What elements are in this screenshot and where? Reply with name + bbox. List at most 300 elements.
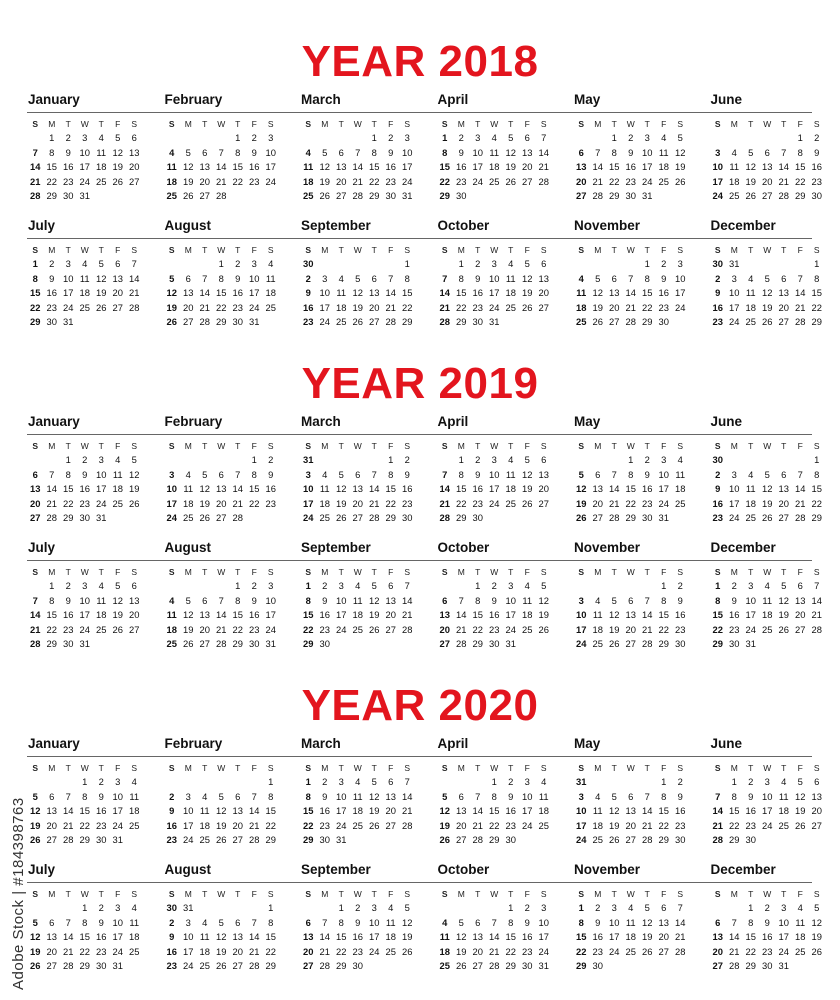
- weekday-label: T: [508, 763, 514, 773]
- day-number: 28: [199, 316, 210, 328]
- weekday-label: S: [813, 567, 820, 577]
- day-number: 7: [731, 916, 737, 928]
- week-row: [300, 820, 420, 834]
- day-number: 12: [30, 931, 41, 943]
- day-number: 25: [303, 190, 314, 202]
- day-number: 13: [232, 931, 243, 943]
- day-number: 20: [336, 175, 347, 187]
- week-row: [164, 805, 284, 819]
- day-number: 3: [748, 580, 754, 591]
- day-number: 3: [185, 790, 191, 802]
- day-number: 29: [369, 190, 380, 202]
- day-number: 29: [336, 960, 347, 972]
- week-row: [573, 512, 693, 526]
- month-name: April: [437, 92, 469, 107]
- day-number: 11: [166, 609, 177, 621]
- day-number: 10: [642, 146, 653, 158]
- day-number: 4: [508, 454, 514, 465]
- day-number: 9: [65, 146, 71, 158]
- day-number: 25: [199, 834, 210, 846]
- day-number: 15: [46, 161, 57, 173]
- day-number: 26: [96, 301, 107, 313]
- day-number: 15: [79, 931, 90, 943]
- day-number: 6: [305, 916, 311, 928]
- week-row: [300, 258, 420, 272]
- day-number: 30: [675, 834, 686, 846]
- weekday-label: S: [305, 245, 312, 255]
- day-number: 31: [576, 776, 587, 787]
- day-number: 29: [30, 316, 41, 328]
- week-row: [300, 302, 420, 316]
- day-number: 26: [112, 623, 123, 635]
- weekday-label: W: [217, 763, 226, 773]
- day-number: 1: [797, 132, 803, 143]
- day-number: 8: [442, 146, 448, 158]
- day-number: 3: [781, 902, 787, 913]
- day-number: 5: [508, 132, 514, 143]
- day-number: 26: [795, 819, 806, 831]
- month-name: October: [437, 218, 490, 233]
- weekday-label: M: [321, 567, 329, 577]
- day-number: 19: [592, 301, 603, 313]
- day-number: 6: [49, 916, 55, 928]
- day-number: 8: [388, 468, 394, 480]
- day-number: 18: [505, 287, 516, 299]
- weekday-label: W: [353, 441, 362, 451]
- day-number: 26: [778, 623, 789, 635]
- week-row: [300, 834, 420, 848]
- month-name: June: [710, 736, 743, 751]
- week-row: [164, 791, 284, 805]
- day-number: 12: [778, 594, 789, 606]
- day-number: 13: [232, 805, 243, 817]
- day-number: 27: [778, 512, 789, 524]
- day-number: 14: [642, 609, 653, 621]
- weekday-label: T: [98, 119, 104, 129]
- day-number: 30: [96, 960, 107, 972]
- weekday-label: W: [80, 567, 89, 577]
- day-number: 14: [199, 287, 210, 299]
- day-number: 10: [96, 468, 107, 480]
- day-number: 11: [96, 146, 107, 158]
- day-number: 24: [265, 175, 276, 187]
- weekday-label: W: [217, 441, 226, 451]
- day-number: 16: [232, 287, 243, 299]
- day-number: 20: [538, 287, 549, 299]
- day-number: 29: [46, 190, 57, 202]
- day-number: 18: [199, 945, 210, 957]
- day-number: 14: [249, 931, 260, 943]
- week-row: [437, 917, 557, 931]
- weekday-label: F: [115, 119, 121, 129]
- day-number: 9: [98, 790, 104, 802]
- week-row: [437, 302, 557, 316]
- day-number: 28: [811, 623, 822, 635]
- day-number: 22: [402, 301, 413, 313]
- day-number: 26: [592, 316, 603, 328]
- weekday-label: W: [217, 245, 226, 255]
- day-number: 15: [489, 805, 500, 817]
- day-number: 12: [319, 161, 330, 173]
- day-number: 16: [658, 287, 669, 299]
- day-number: 17: [336, 805, 347, 817]
- day-number: 16: [166, 945, 177, 957]
- day-number: 4: [131, 776, 137, 787]
- day-number: 26: [675, 175, 686, 187]
- day-number: 5: [442, 790, 448, 802]
- day-number: 16: [811, 161, 822, 173]
- weekday-header: [27, 567, 147, 578]
- weekday-label: S: [404, 567, 411, 577]
- day-number: 28: [625, 316, 636, 328]
- day-number: 18: [166, 623, 177, 635]
- day-number: 17: [642, 161, 653, 173]
- day-number: 3: [541, 902, 547, 913]
- weekday-header: [573, 889, 693, 900]
- day-number: 3: [65, 258, 71, 269]
- weekday-header: [437, 889, 557, 900]
- day-number: 9: [458, 146, 464, 158]
- day-number: 25: [166, 190, 177, 202]
- weekday-header: [437, 763, 557, 774]
- day-number: 23: [625, 175, 636, 187]
- day-number: 22: [79, 819, 90, 831]
- day-number: 17: [79, 609, 90, 621]
- day-number: 8: [404, 272, 410, 284]
- day-number: 29: [625, 512, 636, 524]
- day-number: 2: [524, 902, 530, 913]
- weekday-label: T: [338, 441, 344, 451]
- weekday-label: S: [267, 245, 274, 255]
- day-number: 19: [642, 931, 653, 943]
- week-row: [573, 902, 693, 916]
- day-number: 20: [385, 609, 396, 621]
- week-row: [437, 512, 557, 526]
- day-number: 16: [745, 805, 756, 817]
- day-number: 1: [814, 454, 820, 465]
- day-number: 3: [115, 902, 121, 913]
- day-number: 7: [218, 146, 224, 158]
- day-number: 16: [522, 931, 533, 943]
- day-number: 25: [129, 945, 140, 957]
- day-number: 21: [319, 945, 330, 957]
- day-number: 17: [265, 609, 276, 621]
- day-number: 13: [538, 468, 549, 480]
- day-number: 1: [508, 902, 514, 913]
- weekday-label: S: [168, 567, 175, 577]
- day-number: 30: [505, 834, 516, 846]
- day-number: 29: [385, 512, 396, 524]
- week-row: [710, 132, 830, 146]
- week-row: [710, 161, 830, 175]
- weekday-label: F: [251, 441, 257, 451]
- day-number: 8: [475, 594, 481, 606]
- day-number: 4: [82, 258, 88, 269]
- weekday-label: T: [781, 567, 787, 577]
- day-number: 9: [305, 287, 311, 299]
- day-number: 27: [183, 316, 194, 328]
- week-row: [573, 147, 693, 161]
- week-row: [27, 638, 147, 652]
- day-number: 24: [112, 819, 123, 831]
- weekday-header: [710, 441, 830, 452]
- day-number: 16: [249, 161, 260, 173]
- weekday-label: T: [508, 245, 514, 255]
- day-number: 12: [369, 790, 380, 802]
- weekday-label: S: [404, 119, 411, 129]
- day-number: 15: [745, 931, 756, 943]
- day-number: 9: [661, 272, 667, 284]
- day-number: 20: [199, 623, 210, 635]
- day-number: 20: [46, 945, 57, 957]
- day-number: 2: [169, 790, 175, 802]
- day-number: 23: [745, 819, 756, 831]
- day-number: 3: [115, 776, 121, 787]
- day-number: 13: [369, 287, 380, 299]
- weekday-label: T: [611, 119, 617, 129]
- day-number: 6: [355, 468, 361, 480]
- day-number: 25: [439, 960, 450, 972]
- day-number: 7: [371, 468, 377, 480]
- weekday-label: W: [353, 119, 362, 129]
- day-number: 8: [661, 594, 667, 606]
- day-number: 15: [729, 805, 740, 817]
- weekday-label: T: [475, 763, 481, 773]
- weekday-label: T: [781, 889, 787, 899]
- day-number: 6: [578, 146, 584, 158]
- week-row: [300, 791, 420, 805]
- day-number: 29: [402, 316, 413, 328]
- day-number: 27: [538, 497, 549, 509]
- weekday-label: T: [98, 245, 104, 255]
- day-number: 24: [303, 512, 314, 524]
- weekday-header: [300, 441, 420, 452]
- day-number: 30: [46, 316, 57, 328]
- day-number: 4: [98, 132, 104, 143]
- day-number: 20: [232, 819, 243, 831]
- day-number: 5: [611, 594, 617, 606]
- day-number: 4: [185, 468, 191, 480]
- day-number: 19: [30, 945, 41, 957]
- day-number: 9: [644, 468, 650, 480]
- weekday-header: [437, 245, 557, 256]
- day-number: 27: [576, 190, 587, 202]
- weekday-label: S: [540, 119, 547, 129]
- row-divider: [27, 238, 812, 239]
- week-row: [27, 931, 147, 945]
- day-number: 19: [216, 945, 227, 957]
- day-number: 3: [524, 776, 530, 787]
- month-name: September: [301, 862, 371, 877]
- day-number: 17: [522, 805, 533, 817]
- day-number: 12: [96, 272, 107, 284]
- day-number: 24: [489, 301, 500, 313]
- day-number: 21: [63, 945, 74, 957]
- day-number: 21: [811, 609, 822, 621]
- day-number: 20: [625, 819, 636, 831]
- day-number: 16: [79, 483, 90, 495]
- day-number: 22: [456, 301, 467, 313]
- week-row: [164, 469, 284, 483]
- day-number: 2: [677, 580, 683, 591]
- day-number: 6: [797, 580, 803, 591]
- day-number: 23: [96, 945, 107, 957]
- day-number: 15: [232, 609, 243, 621]
- day-number: 4: [764, 580, 770, 591]
- day-number: 19: [538, 609, 549, 621]
- weekday-label: S: [813, 889, 820, 899]
- day-number: 22: [303, 623, 314, 635]
- week-row: [710, 595, 830, 609]
- day-number: 26: [369, 623, 380, 635]
- day-number: 27: [439, 638, 450, 650]
- day-number: 7: [235, 468, 241, 480]
- day-number: 15: [658, 609, 669, 621]
- day-number: 1: [388, 454, 394, 465]
- day-number: 19: [811, 931, 822, 943]
- day-number: 12: [505, 146, 516, 158]
- day-number: 17: [63, 287, 74, 299]
- day-number: 29: [79, 834, 90, 846]
- day-number: 20: [369, 301, 380, 313]
- day-number: 18: [439, 945, 450, 957]
- weekday-label: W: [490, 567, 499, 577]
- weekday-label: S: [714, 763, 721, 773]
- day-number: 30: [625, 190, 636, 202]
- week-row: [164, 624, 284, 638]
- day-number: 30: [79, 512, 90, 524]
- day-number: 13: [472, 931, 483, 943]
- weekday-label: M: [48, 889, 56, 899]
- day-number: 11: [592, 805, 603, 817]
- weekday-label: F: [388, 763, 394, 773]
- day-number: 20: [712, 945, 723, 957]
- week-row: [437, 147, 557, 161]
- day-number: 27: [625, 638, 636, 650]
- day-number: 27: [778, 316, 789, 328]
- weekday-label: W: [80, 245, 89, 255]
- week-row: [300, 176, 420, 190]
- day-number: 27: [303, 960, 314, 972]
- weekday-label: M: [457, 889, 465, 899]
- weekday-label: S: [168, 441, 175, 451]
- day-number: 2: [458, 132, 464, 143]
- day-number: 18: [79, 287, 90, 299]
- weekday-label: W: [353, 763, 362, 773]
- week-row: [710, 498, 830, 512]
- day-number: 10: [489, 272, 500, 284]
- day-number: 25: [658, 175, 669, 187]
- day-number: 9: [715, 483, 721, 495]
- day-number: 6: [781, 468, 787, 480]
- day-number: 2: [644, 454, 650, 465]
- day-number: 10: [265, 146, 276, 158]
- weekday-header: [300, 119, 420, 130]
- week-row: [573, 960, 693, 974]
- day-number: 21: [199, 301, 210, 313]
- weekday-label: T: [371, 567, 377, 577]
- weekday-label: T: [371, 441, 377, 451]
- weekday-label: T: [508, 889, 514, 899]
- day-number: 31: [658, 512, 669, 524]
- day-number: 18: [352, 609, 363, 621]
- day-number: 11: [439, 931, 450, 943]
- day-number: 20: [811, 805, 822, 817]
- week-row: [710, 820, 830, 834]
- day-number: 1: [578, 902, 584, 913]
- day-number: 29: [745, 960, 756, 972]
- weekday-label: M: [457, 119, 465, 129]
- day-number: 7: [628, 272, 634, 284]
- day-number: 6: [611, 272, 617, 284]
- day-number: 1: [458, 454, 464, 465]
- day-number: 10: [729, 287, 740, 299]
- day-number: 27: [795, 623, 806, 635]
- month-name: December: [710, 218, 776, 233]
- day-number: 26: [402, 945, 413, 957]
- day-number: 19: [762, 301, 773, 313]
- day-number: 3: [371, 902, 377, 913]
- week-row: [164, 776, 284, 790]
- day-number: 26: [522, 497, 533, 509]
- day-number: 4: [202, 916, 208, 928]
- weekday-label: T: [475, 567, 481, 577]
- day-number: 9: [268, 468, 274, 480]
- day-number: 2: [677, 776, 683, 787]
- day-number: 13: [576, 161, 587, 173]
- day-number: 19: [675, 161, 686, 173]
- day-number: 9: [322, 790, 328, 802]
- day-number: 9: [524, 916, 530, 928]
- weekday-header: [300, 567, 420, 578]
- weekday-label: W: [763, 119, 772, 129]
- day-number: 6: [115, 258, 121, 269]
- weekday-label: S: [578, 245, 585, 255]
- day-number: 5: [748, 146, 754, 158]
- day-number: 8: [797, 146, 803, 158]
- day-number: 9: [169, 805, 175, 817]
- weekday-label: W: [217, 567, 226, 577]
- day-number: 10: [778, 916, 789, 928]
- day-number: 4: [322, 468, 328, 480]
- day-number: 3: [764, 776, 770, 787]
- day-number: 18: [166, 175, 177, 187]
- weekday-label: F: [524, 119, 530, 129]
- day-number: 12: [30, 805, 41, 817]
- day-number: 9: [595, 916, 601, 928]
- day-number: 6: [388, 776, 394, 787]
- day-number: 13: [183, 287, 194, 299]
- day-number: 7: [442, 272, 448, 284]
- day-number: 19: [336, 497, 347, 509]
- weekday-label: S: [168, 889, 175, 899]
- day-number: 29: [265, 960, 276, 972]
- month-name: July: [28, 862, 56, 877]
- day-number: 23: [232, 301, 243, 313]
- day-number: 22: [232, 623, 243, 635]
- day-number: 13: [30, 483, 41, 495]
- day-number: 7: [131, 258, 137, 269]
- week-row: [300, 316, 420, 330]
- weekday-label: M: [321, 245, 329, 255]
- day-number: 4: [169, 594, 175, 606]
- day-number: 23: [249, 623, 260, 635]
- day-number: 14: [439, 287, 450, 299]
- day-number: 20: [658, 931, 669, 943]
- day-number: 9: [628, 146, 634, 158]
- day-number: 1: [65, 454, 71, 465]
- weekday-label: T: [65, 119, 71, 129]
